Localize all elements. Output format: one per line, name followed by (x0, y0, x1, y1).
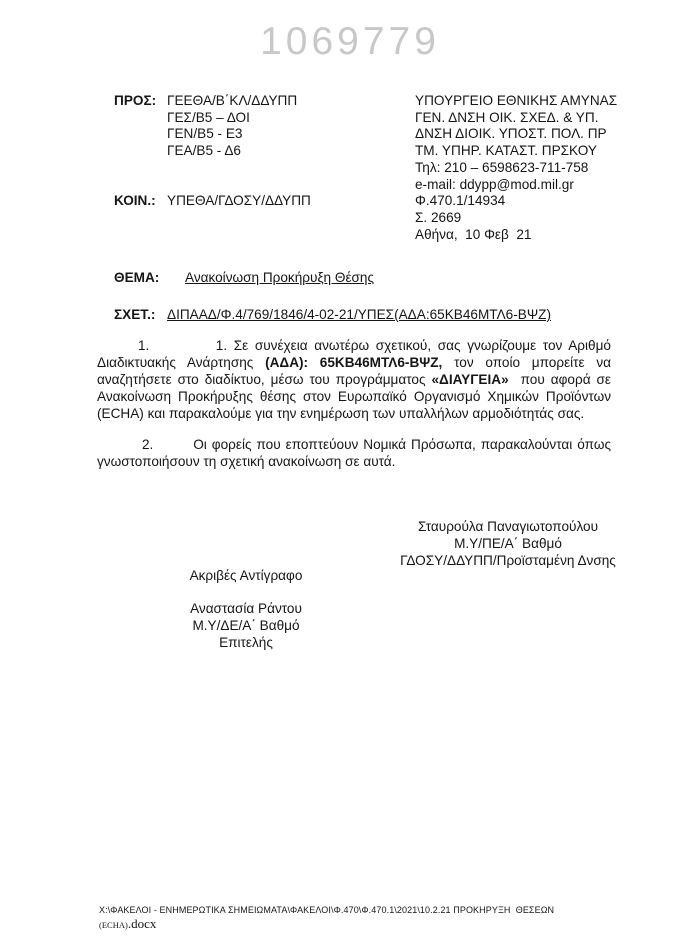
signatory-block (343, 519, 673, 570)
file-path-line2 (99, 917, 619, 932)
certifier-grade: Μ.Υ/ΔΕ/Α΄ Βαθμό (192, 618, 300, 633)
issuer-ministry: ΥΠΟΥΡΓΕΙΟ ΕΘΝΙΚΗΣ ΑΜΥΝΑΣ (415, 93, 618, 108)
true-copy-label: Ακριβές Αντίγραφο (189, 568, 303, 583)
diavgeia-program-bold: «ΔΙΑΥΓΕΙΑ» (431, 372, 509, 387)
body-paragraph-1 (97, 337, 615, 422)
issuer-department: ΤΜ. ΥΠΗΡ. ΚΑΤΑΣΤ. ΠΡΣΚΟΥ (415, 143, 597, 159)
reference-text-value: ΔΙΠΑΑΔ/Φ.4/769/1846/4-02-21/ΥΠΕΣ(ΑΔΑ:65ΚΒ46ΜΤΛ6-ΒΨΖ) (167, 307, 552, 322)
subject-text (178, 270, 374, 285)
to-recipient-item: ΓΕΣ/Β5 – ΔΟΙ (167, 109, 250, 125)
to-recipient-list (167, 93, 297, 160)
certifier-block (121, 600, 371, 651)
issuer-phone: Τηλ: 210 – 6598623-711-758 (415, 159, 589, 175)
subject-label: ΘΕΜΑ: (114, 270, 160, 285)
place-date: Αθήνα, 10 Φεβ 21 (415, 226, 532, 242)
protocol-number-watermark: 1069779 (260, 20, 440, 63)
cc-label: ΚΟΙΝ.: (114, 193, 156, 208)
certifier-title: Επιτελής (219, 635, 273, 650)
certifier-name: Αναστασία Ράντου (190, 601, 302, 616)
issuer-directorate-general: ΓΕΝ. ΔΝΣΗ ΟΙΚ. ΣΧΕΔ. & ΥΠ. (415, 109, 599, 125)
paragraph-1-text: 1. 1. Σε συνέχεια ανωτέρω σχετικού, σας γνωρίζουμε τον Αριθμό Διαδικτυακής Ανάρτησης (97, 338, 615, 370)
to-label: ΠΡΟΣ: (114, 93, 157, 108)
issuer-block (415, 93, 617, 243)
serial-number: Σ. 2669 (415, 209, 462, 225)
file-path-acronym: (ECHA) (99, 920, 128, 930)
ada-code-bold: (ΑΔΑ): 65ΚΒ46ΜΤΛ6-ΒΨΖ, (265, 355, 443, 370)
file-path-extension: .docx (127, 916, 157, 931)
paragraph-1-text: τον οποίο μπορείτε να αναζητήσετε στο διαδίκτυο, μέσω του προγράμματος (97, 355, 615, 387)
signatory-name: Σταυρούλα Παναγιωτοπούλου (417, 519, 599, 534)
signatory-grade: Μ.Υ/ΠΕ/Α΄ Βαθμό (454, 535, 562, 551)
reference-label: ΣΧΕΤ.: (114, 307, 156, 322)
to-recipient-item: ΓΕΝ/Β5 - Ε3 (167, 126, 243, 142)
body-paragraph-2: 2. Οι φορείς που εποπτεύουν Νομικά Πρόσωπα, παρακαλούνται όπως γνωστοποιήσουν τη σχετική ανακοίνωση σε αυτά. (97, 437, 615, 469)
signatory-title: ΓΔΟΣΥ/ΔΔΥΠΠ/Προϊσταμένη Δνσης (400, 552, 616, 568)
file-path-footer (99, 903, 619, 932)
issuer-email: e-mail: ddypp@mod.mil.gr (415, 176, 574, 192)
subject-text-value: Ανακοίνωση Προκήρυξη Θέσης (185, 270, 375, 285)
paragraph-1-text: που αφορά σε Ανακοίνωση Προκήρυξης θέσης στον Ευρωπαϊκό Οργανισμό Χημικών Προϊόντων (ECHA) και παρακαλούμε για την ενημέρωση των υπαλλήλων αρμοδιότητάς σας. (97, 372, 615, 421)
to-recipient-item: ΓΕΑ/Β5 - Δ6 (167, 143, 241, 159)
protocol-file-number: Φ.470.1/14934 (415, 193, 506, 209)
cc-recipient-item: ΥΠΕΘΑ/ΓΔΟΣΥ/ΔΔΥΠΠ (167, 193, 311, 208)
reference-text (167, 307, 551, 322)
file-path-line1: Χ:\ΦΑΚΕΛΟΙ - ΕΝΗΜΕΡΩΤΙΚΑ ΣΗΜΕΙΩΜΑΤΑ\ΦΑΚΕΛΟΙ\Φ.470\Φ.470.1\2021\10.2.21 ΠΡΟΚΗΡΥΞΗ ΘΕΣΕΩΝ (99, 905, 555, 915)
issuer-directorate: ΔΝΣΗ ΔΙΟΙΚ. ΥΠΟΣΤ. ΠΟΛ. ΠΡ (415, 126, 607, 142)
to-recipient-item: ΓΕΕΘΑ/Β΄ΚΛ/ΔΔΥΠΠ (167, 93, 298, 108)
